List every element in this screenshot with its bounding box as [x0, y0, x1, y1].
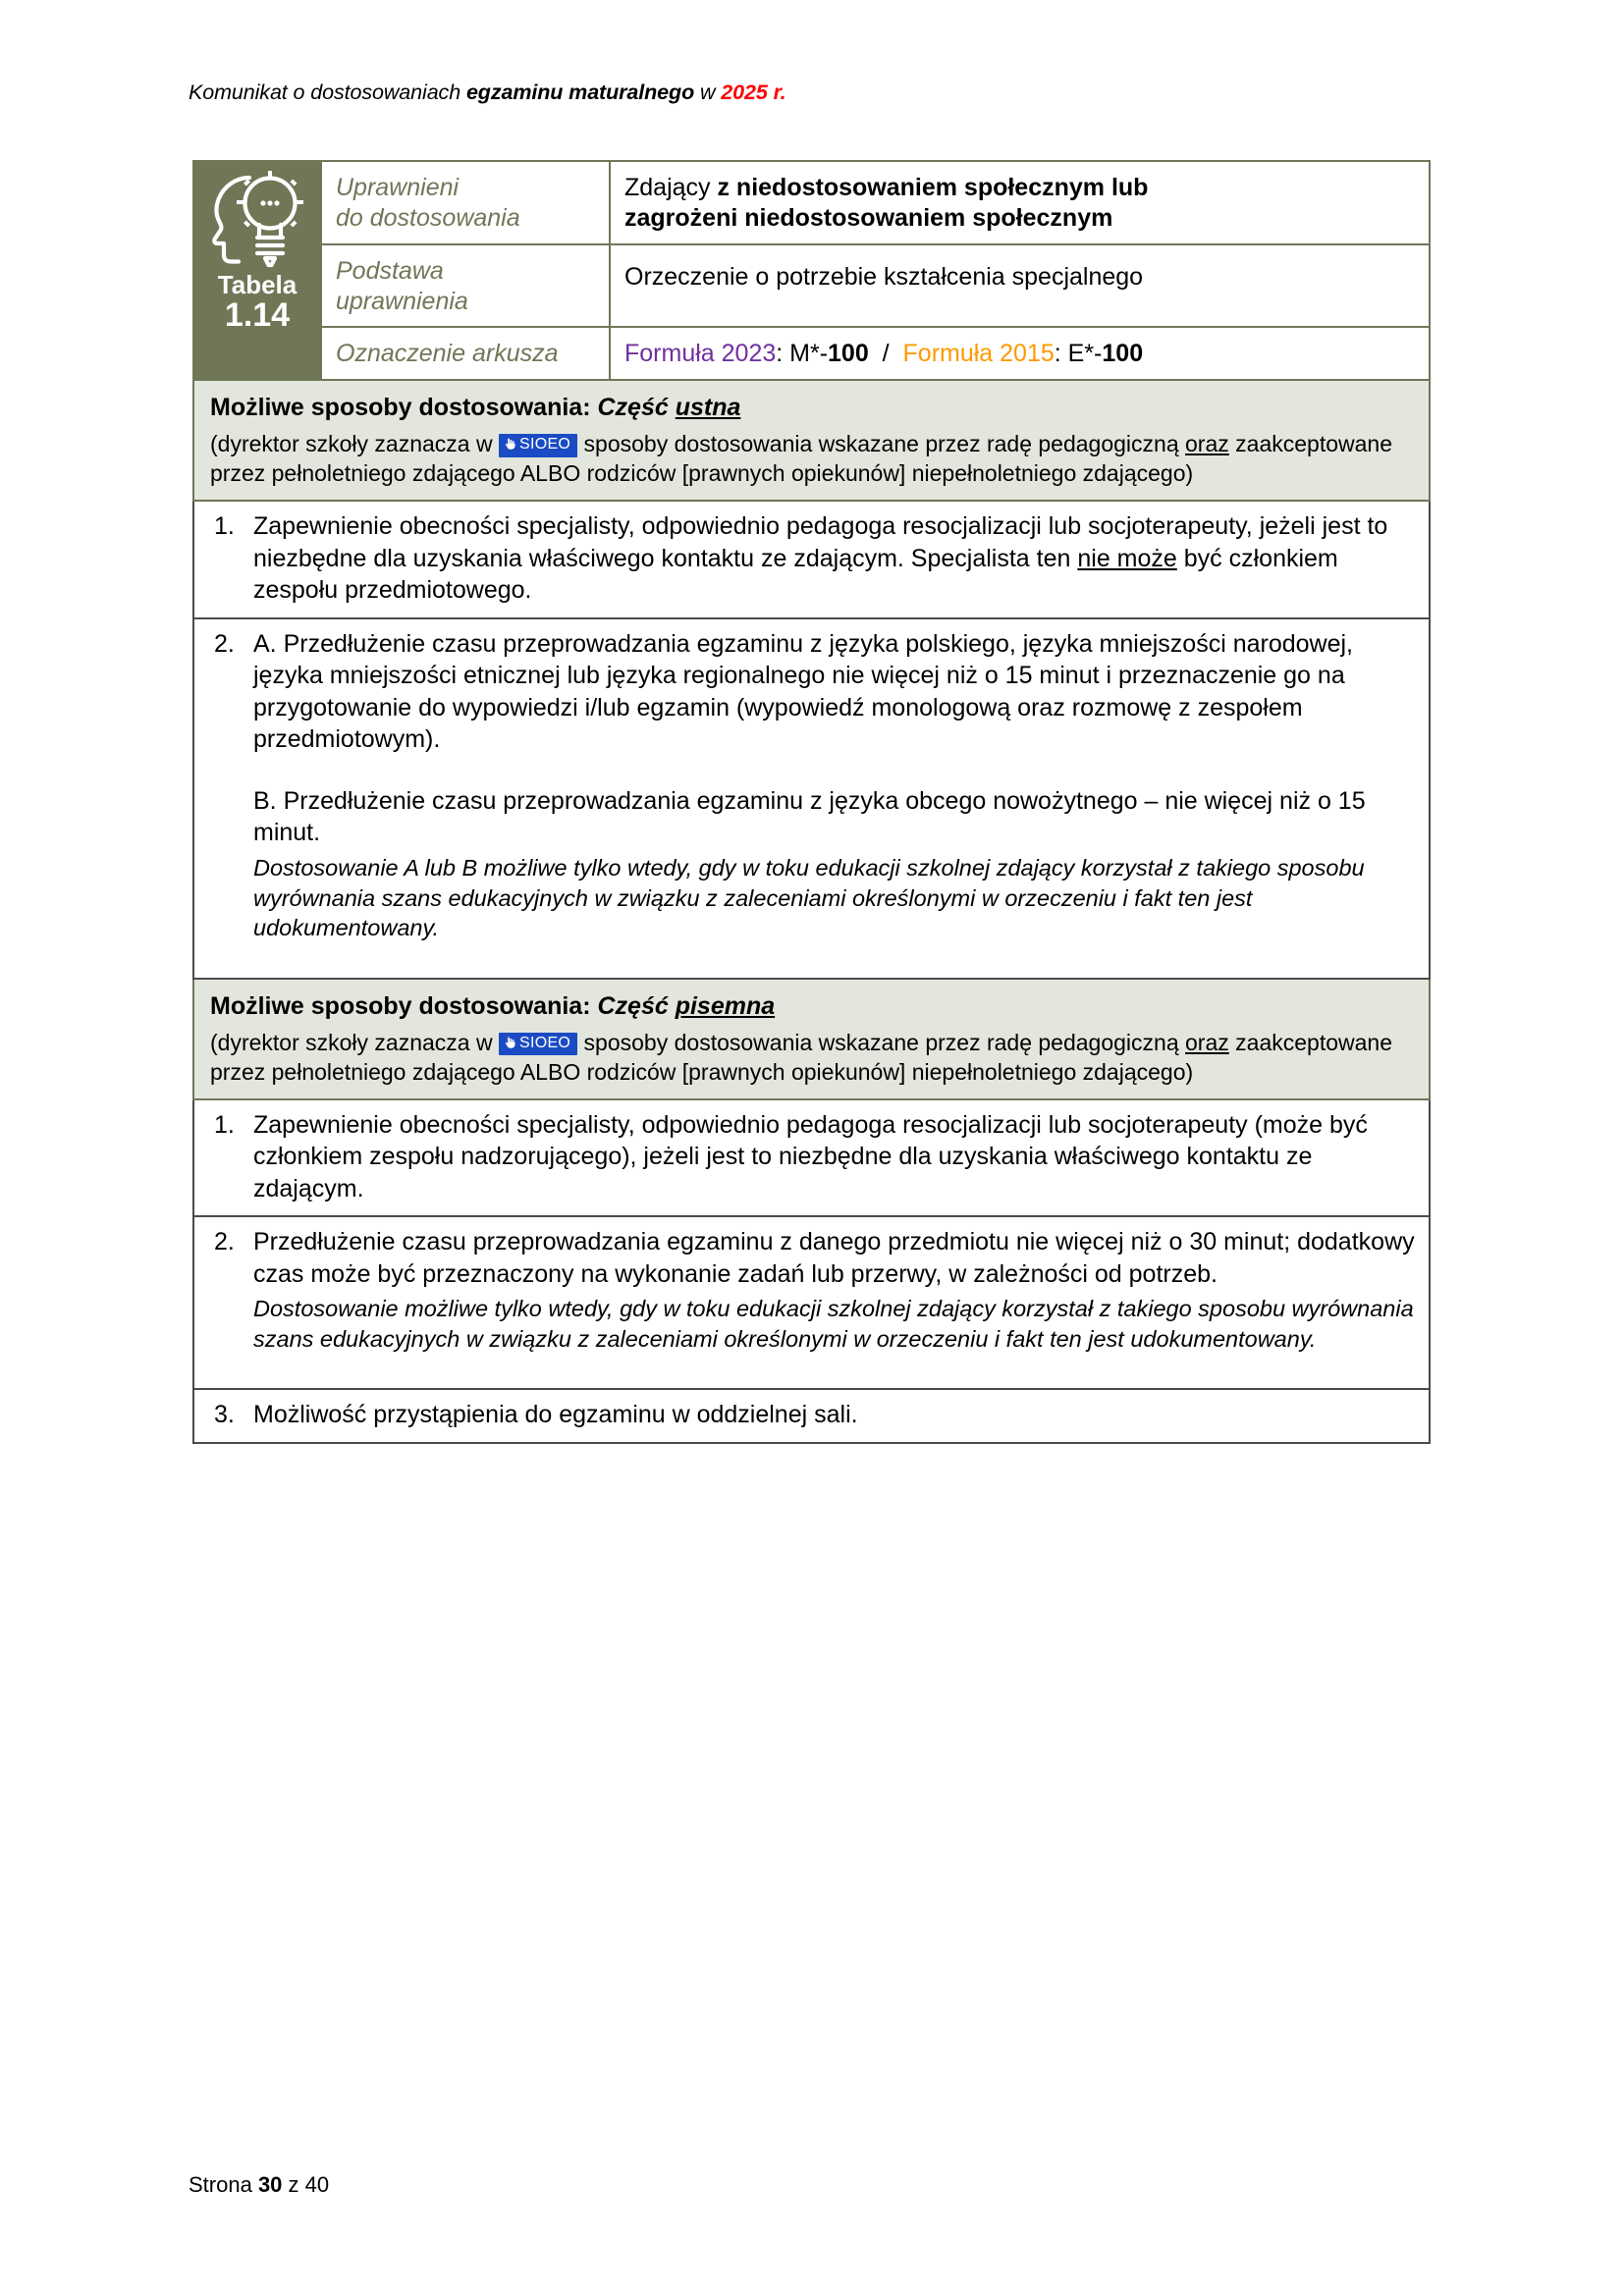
- list-item: [193, 1389, 1430, 1443]
- section-title-pisemna-plain: Możliwe sposoby dostosowania:: [210, 991, 598, 1020]
- sioeo-badge[interactable]: [499, 434, 577, 457]
- list-item-number: 3.: [214, 1401, 235, 1429]
- list-item-cell: [193, 1216, 1430, 1389]
- list-item: [193, 501, 1430, 618]
- section-sub-ustna-p3: zaakceptowane przez pełnoletniego zdającego ALBO rodziców [prawnych opiekunów]: [210, 431, 1392, 487]
- table-row-oznaczenie: [193, 327, 1430, 380]
- value-uprawnieni-plain: Zdający: [624, 174, 718, 201]
- label-podstawa: [321, 244, 610, 327]
- hand-click-icon: [504, 438, 516, 451]
- section-sub-ustna-p1: (dyrektor szkoły zaznacza w: [210, 431, 499, 456]
- running-header-year: 2025 r.: [721, 80, 786, 104]
- list-item-body: [253, 628, 1415, 967]
- value-uprawnieni-bold2: zagrożeni niedostosowaniem społecznym: [624, 204, 1113, 232]
- table-row-uprawnieni: [193, 161, 1430, 244]
- formula-2015-code: : E*-: [1054, 340, 1103, 367]
- section-title-ustna: [210, 393, 1413, 422]
- label-uprawnieni: [321, 161, 610, 244]
- list-item-note: Dostosowanie A lub B możliwe tylko wtedy, gdy w toku edukacji szkolnej zdający korzystał z takiego sposobu wyrównania szans edukacyjnych w związku z zaleceniami określonymi w orzeczeniu i fakt ten jest udokumentowany.: [253, 854, 1365, 941]
- list-item-body: [253, 1226, 1415, 1377]
- list-item-body: [253, 1399, 1415, 1431]
- section-title-pisemna-italic: Część: [597, 991, 676, 1020]
- page-footer-suffix: z 40: [282, 2172, 330, 2197]
- formula-2015-code-bold: 100: [1102, 340, 1144, 367]
- list-item-paragraph: [253, 510, 1415, 607]
- list-item-cell: [193, 1389, 1430, 1443]
- table-badge-number: 1.14: [224, 295, 291, 334]
- section-sub-ustna-p4: niepełnoletniego zdającego): [911, 460, 1194, 487]
- list-item-number: 1.: [214, 512, 235, 541]
- section-sub-pisemna-p2: sposoby dostosowania wskazane przez radę pedagogiczną: [577, 1029, 1179, 1055]
- numbered-item: [208, 510, 1415, 607]
- section-title-pisemna: [210, 991, 1413, 1021]
- value-oznaczenie: [610, 327, 1430, 380]
- list-item: [193, 1216, 1430, 1389]
- sioeo-badge-label: SIOEO: [518, 1034, 571, 1051]
- list-item-cell: [193, 501, 1430, 618]
- running-header-middle: w: [694, 80, 722, 104]
- adaptations-table: [192, 160, 1431, 1444]
- section-sub-ustna-p2: sposoby dostosowania wskazane przez radę pedagogiczną: [577, 431, 1179, 456]
- list-item-paragraph-b: B. Przedłużenie czasu przeprowadzania egzaminu z języka obcego nowożytnego – nie więcej niż o 15 minut.: [253, 786, 1366, 847]
- list-item-paragraph: Przedłużenie czasu przeprowadzania egzaminu z danego przedmiotu nie więcej niż o 30 minut; dodatkowy czas może być przeznaczony na wykonanie zadań lub przerwy, w zależności od potrzeb.: [253, 1228, 1415, 1288]
- list-item-body: [253, 1109, 1415, 1205]
- label-podstawa-line2: uprawnienia: [336, 287, 468, 315]
- numbered-item: [208, 1109, 1415, 1205]
- page-footer-prefix: Strona: [189, 2172, 258, 2197]
- table-badge-word: Tabela: [217, 270, 298, 299]
- section-sub-pisemna: [210, 1028, 1413, 1087]
- section-title-pisemna-underline: pisemna: [675, 991, 776, 1020]
- label-oznaczenie: Oznaczenie arkusza: [321, 327, 610, 380]
- sioeo-badge[interactable]: [499, 1033, 577, 1056]
- running-header-prefix: Komunikat o dostosowaniach: [189, 80, 466, 104]
- table-row-podstawa: [193, 244, 1430, 327]
- label-uprawnieni-line1: Uprawnieni: [336, 174, 460, 201]
- list-item: [193, 618, 1430, 979]
- list-item-cell: [193, 1099, 1430, 1217]
- section-sub-pisemna-p1: (dyrektor szkoły zaznacza w: [210, 1029, 499, 1055]
- section-sub-ustna: [210, 429, 1413, 488]
- section-band-pisemna: [193, 979, 1430, 1099]
- section-title-ustna-plain: Możliwe sposoby dostosowania:: [210, 394, 598, 421]
- table-badge-cell: [193, 161, 321, 380]
- list-item: [193, 1099, 1430, 1217]
- formula-2023-code: : M*-: [776, 340, 829, 367]
- value-podstawa: Orzeczenie o potrzebie kształcenia specjalnego: [610, 244, 1430, 327]
- value-uprawnieni: [610, 161, 1430, 244]
- list-item-number: 2.: [214, 629, 235, 658]
- section-sub-pisemna-underline: oraz: [1185, 1029, 1229, 1055]
- value-uprawnieni-line1: [624, 173, 1419, 203]
- section-sub-pisemna-p4: niepełnoletniego zdającego): [911, 1058, 1194, 1085]
- list-item-text-post: być członkiem zespołu przedmiotowego.: [253, 544, 1338, 605]
- section-header-pisemna: [193, 979, 1430, 1099]
- list-item-paragraph: Zapewnienie obecności specjalisty, odpowiednio pedagoga resocjalizacji lub socjoterapeuty (może być członkiem zespołu nadzorującego), jeżeli jest to niezbędne dla uzyskania właściwego kontaktu ze zdającym.: [253, 1110, 1368, 1202]
- section-title-ustna-underline: ustna: [675, 394, 741, 421]
- numbered-item: [208, 628, 1415, 967]
- list-item-cell: [193, 618, 1430, 979]
- list-item-paragraph-a: A. Przedłużenie czasu przeprowadzania egzaminu z języka polskiego, języka mniejszości narodowej, języka mniejszości etnicznej lub języka regionalnego nie więcej niż o 15 minut i przeznaczenie go na przygotowanie do wypowiedzi i/lub egzamin (wypowiedź monologową oraz rozmowę z zespołem przedmiotowym).: [253, 629, 1354, 754]
- running-header: [189, 80, 786, 105]
- formula-2023-label: Formuła 2023: [624, 340, 777, 367]
- running-header-bold: egzaminu maturalnego: [465, 80, 695, 104]
- formula-2015-label: Formuła 2015: [902, 340, 1055, 367]
- list-item-number: 2.: [214, 1228, 235, 1256]
- sioeo-badge-label: SIOEO: [518, 436, 571, 453]
- value-uprawnieni-line2: [624, 203, 1419, 234]
- label-podstawa-line1: Podstawa: [336, 257, 444, 285]
- list-item-paragraph: Możliwość przystąpienia do egzaminu w oddzielnej sali.: [253, 1401, 858, 1429]
- section-sub-ustna-underline: oraz: [1185, 431, 1229, 456]
- section-sub-pisemna-p3: zaakceptowane przez pełnoletniego zdającego ALBO rodziców [prawnych opiekunów]: [210, 1029, 1392, 1085]
- paragraph-spacer: [253, 756, 1415, 785]
- list-item-note: Dostosowanie możliwe tylko wtedy, gdy w toku edukacji szkolnej zdający korzystał z takiego sposobu wyrównania szans edukacyjnych w związku z zaleceniami określonymi w orzeczeniu i fakt ten jest udokumentowany.: [253, 1296, 1414, 1353]
- numbered-item: [208, 1226, 1415, 1377]
- formula-2023-code-bold: 100: [828, 340, 869, 367]
- label-uprawnieni-line2: do dostosowania: [336, 203, 520, 232]
- list-item-number: 1.: [214, 1110, 235, 1139]
- head-lightbulb-icon: [206, 168, 308, 274]
- section-header-ustna: [193, 380, 1430, 501]
- section-band-ustna: [193, 380, 1430, 501]
- page-number: 30: [257, 2172, 283, 2197]
- section-title-ustna-italic: Część: [597, 394, 676, 421]
- formula-separator: /: [882, 340, 890, 367]
- list-item-body: [253, 510, 1415, 607]
- numbered-item: [208, 1399, 1415, 1431]
- hand-click-icon: [504, 1037, 516, 1049]
- list-item-text-pre: Zapewnienie obecności specjalisty, odpowiednio pedagoga resocjalizacji lub socjoterapeuty, jeżeli jest to niezbędne dla uzyskania właściwego kontaktu ze zdającym. Specjalista ten: [253, 512, 1388, 572]
- page-footer: [189, 2172, 329, 2198]
- list-item-text-underline: nie może: [1077, 544, 1177, 572]
- value-uprawnieni-bold1: z niedostosowaniem społecznym lub: [717, 174, 1149, 201]
